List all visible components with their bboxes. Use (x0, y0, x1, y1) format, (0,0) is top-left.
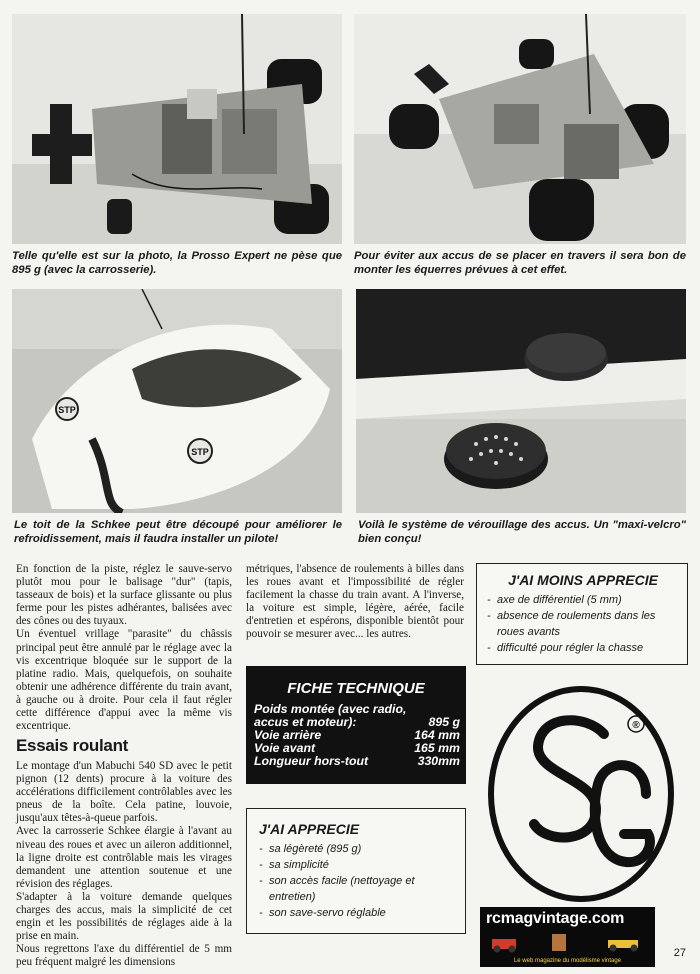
list-item: - axe de différentiel (5 mm) (487, 592, 679, 608)
caption-photo-4: Voilà le système de vérouillage des accus. Un "maxi-velcro" bien conçu! (358, 519, 686, 545)
caption-photo-1: Telle qu'elle est sur la photo, la Prosso Expert ne pèse que 895 g (avec la carrosserie). (12, 250, 342, 276)
caption-photo-2: Pour éviter aux accus de se placer en travers il sera bon de monter les équerres prévues à cet effet. (354, 250, 686, 276)
fiche-value: 330mm (417, 754, 460, 768)
apprecie-title: J'AI APPRECIE (259, 821, 360, 837)
chassis-illustration-1 (12, 14, 342, 244)
page-number: 27 (673, 947, 686, 959)
body-column-1 (16, 563, 232, 733)
moins-apprecie-title: J'AI MOINS APPRECIE (508, 572, 658, 588)
vintage-models-icon (488, 931, 648, 953)
photo-chassis-angled-view (354, 14, 686, 244)
apprecie-list (259, 841, 455, 921)
fiche-row (254, 703, 460, 729)
fiche-row (254, 755, 460, 768)
velcro-illustration (356, 289, 686, 513)
list-item: - son save-servo réglable (259, 905, 455, 921)
fiche-label: Voie avant (254, 741, 316, 755)
fiche-title: FICHE TECHNIQUE (287, 680, 425, 697)
stp-logo-1: STP (58, 405, 76, 415)
rcmagvintage-logo[interactable] (480, 907, 655, 967)
fiche-technique-box (246, 666, 466, 784)
stp-logo-2: STP (191, 447, 209, 457)
sg-logo (486, 684, 676, 904)
paragraph: Un éventuel vrillage "parasite" du châssis principal peut être annulé par le réglage avec la vis excentrique bloquée sur le support de la platine radio. Mais, quelquefois, on souhaite obtenir une adhérence différente du train avant, à gauche ou à droite. Pour cela il faut régler cette différence d'appui avec la même vis excentrique. (16, 628, 232, 733)
fiche-label: Longueur hors-tout (254, 754, 369, 768)
moins-apprecie-list (487, 592, 679, 656)
paragraph: S'adapter à la voiture demande quelques charges des accus, mais la simplicité de cet engin et les possibilités de réglages aide à la prise en main. (16, 890, 232, 943)
watermark-site: rcmagvintage.com (486, 910, 625, 927)
fiche-value: 895 g (428, 715, 460, 729)
moins-apprecie-box (476, 563, 688, 665)
paragraph: métriques, l'absence de roulements à billes dans les roues avant et l'impossibilité de régler facilement la chasse du train avant. A l'inverse, la voiture est simple, légère, aérée, facile d'entretien et espérons, disponible bientôt pour pouvoir se mesurer avec... les autres. (246, 563, 464, 641)
section-body (16, 760, 232, 970)
registered-mark: ® (632, 720, 640, 731)
list-item: - difficulté pour régler la chasse (487, 640, 679, 656)
chassis-illustration-2 (354, 14, 686, 244)
photo-car-body (12, 289, 342, 513)
fiche-label: Voie arrière (254, 728, 322, 742)
list-item: - sa simplicité (259, 857, 455, 873)
paragraph: Avec la carrosserie Schkee élargie à l'avant au niveau des roues et avec un aileron additionnel, la ligne droite est contrôlable mais les virages demandent une attention soutenue et une révision des réglages. (16, 825, 232, 890)
caption-photo-3: Le toit de la Schkee peut être découpé pour améliorer le refroidissement, mais il faudra installer un pilote! (14, 519, 342, 545)
fiche-value: 164 mm (414, 728, 460, 742)
paragraph: Nous regrettons l'axe du différentiel de 5 mm peu fréquent malgré les dimensions (16, 943, 232, 969)
list-item: - absence de roulements dans les roues avants (487, 608, 679, 640)
list-item: - son accès facile (nettoyage et entretien) (259, 873, 455, 905)
paragraph: En fonction de la piste, réglez le sauve-servo plutôt mou pour le balisage "dur" (tapis, tasseaux de bois) et la surface glissante ou plus ferme pour les pistes adhérantes, balisées avec des cônes ou des tuyaux. (16, 563, 232, 628)
photo-battery-lock (356, 289, 686, 513)
fiche-value: 165 mm (414, 741, 460, 755)
section-heading: Essais roulant (16, 736, 129, 755)
body-column-2 (246, 563, 464, 642)
photo-chassis-top-view (12, 14, 342, 244)
paragraph: Le montage d'un Mabuchi 540 SD avec le petit pignon (12 dents) procure à la voiture des accélérations difficilement contrôlables avec les pneus de la boîte. Cela patine, louvoie, jusqu'aux têtes-à-queue parfois. (16, 760, 232, 825)
fiche-table (254, 703, 460, 768)
car-body-illustration (12, 289, 342, 513)
apprecie-box (246, 808, 466, 934)
watermark-tagline: Le web magazine du modélisme vintage (513, 958, 622, 964)
list-item: - sa légèreté (895 g) (259, 841, 455, 857)
fiche-label: Poids montée (avec radio, accus et moteur): (254, 702, 407, 729)
